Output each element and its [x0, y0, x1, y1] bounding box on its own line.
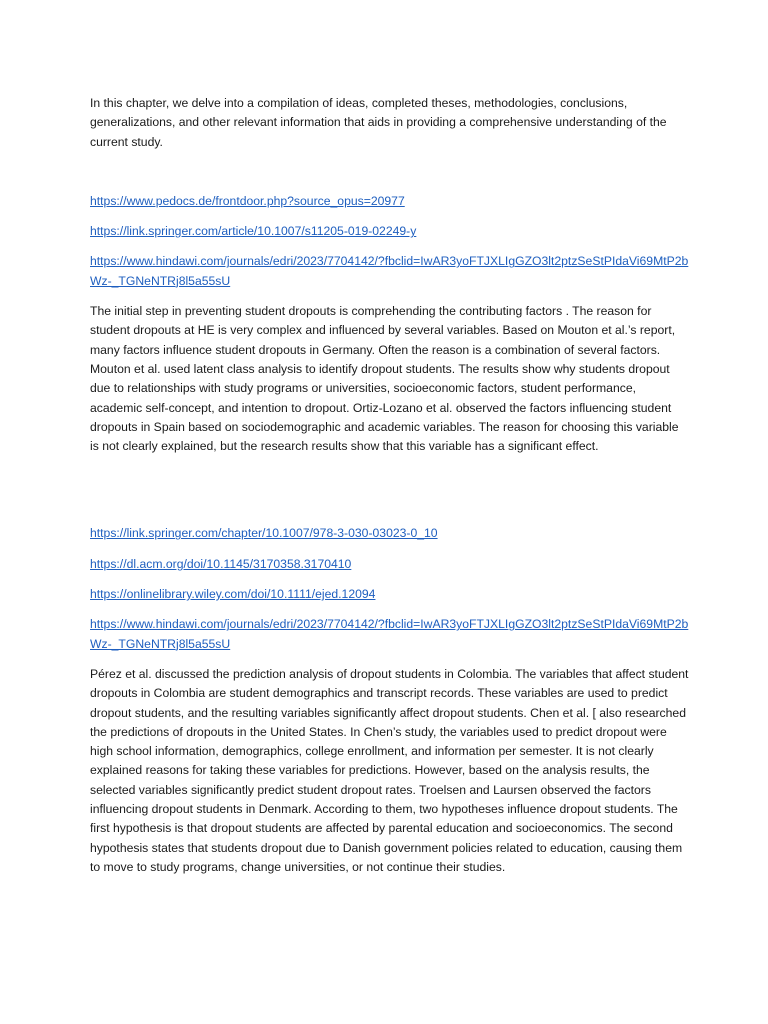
spacer [90, 152, 690, 192]
body-paragraph-prediction-analysis: Pérez et al. discussed the prediction analysis of dropout students in Colombia. The variables that affect student dropouts in Colombia are student demographics and transcript records. These variables are used to predict dropout students, and the resulting variables significantly affect dropout students. Chen et al. [ also researched the predictions of dropouts in the United States. In Chen’s study, the variables used to predict dropout were high school information, demographics, college enrollment, and information per semester. It is not clearly explained reasons for taking these variables for predictions. However, based on the analysis results, the selected variables significantly predict student dropout rates. Troelsen and Laursen observed the factors influencing dropout students in Denmark. According to them, two hypotheses influence dropout students. The first hypothesis is that dropout students are affected by parental education and socioeconomics. The second hypothesis states that students dropout due to Danish government policies related to education, causing them to move to study programs, change universities, or not continue their studies. [90, 666, 689, 874]
reference-link-springer-chapter[interactable]: https://link.springer.com/chapter/10.1007/978-3-030-03023-0_10 [90, 526, 438, 541]
reference-link-pedocs[interactable]: https://www.pedocs.de/frontdoor.php?source_opus=20977 [90, 193, 405, 208]
intro-paragraph: In this chapter, we delve into a compilation of ideas, completed theses, methodologies, conclusions, generalizations, and other relevant information that aids in providing a comprehensive understanding of the current study. [90, 96, 667, 149]
document-page [90, 94, 690, 877]
reference-link-hindawi-repeat[interactable]: https://www.hindawi.com/journals/edri/2023/7704142/?fbclid=IwAR3yoFTJXLIgGZO3lt2ptzSeStPIdaVi69MtP2bWz-_TGNeNTRj8l5a55sU [90, 617, 689, 651]
reference-link-hindawi[interactable]: https://www.hindawi.com/journals/edri/2023/7704142/?fbclid=IwAR3yoFTJXLIgGZO3lt2ptzSeStPIdaVi69MtP2bWz-_TGNeNTRj8l5a55sU [90, 254, 689, 288]
reference-link-acm[interactable]: https://dl.acm.org/doi/10.1145/3170358.3170410 [90, 556, 352, 571]
body-paragraph-dropout-factors: The initial step in preventing student dropouts is comprehending the contributing factors . The reason for student dropouts at HE is very complex and influenced by several variables. Based on Mouton et al.’s report, many factors influence student dropouts in Germany. Often the reason is a combination of several factors. Mouton et al. used latent class analysis to identify dropout students. The results show why students dropout due to relationships with study programs or universities, socioeconomic factors, student performance, academic self-concept, and intention to dropout. Ortiz-Lozano et al. observed the factors influencing student dropouts in Spain based on sociodemographic and academic variables. The reason for choosing this variable is not clearly explained, but the research results show that this variable has a significant effect. [90, 304, 679, 454]
spacer [90, 456, 690, 524]
reference-link-wiley[interactable]: https://onlinelibrary.wiley.com/doi/10.1111/ejed.12094 [90, 587, 376, 602]
reference-link-springer-article[interactable]: https://link.springer.com/article/10.1007/s11205-019-02249-y [90, 224, 417, 239]
